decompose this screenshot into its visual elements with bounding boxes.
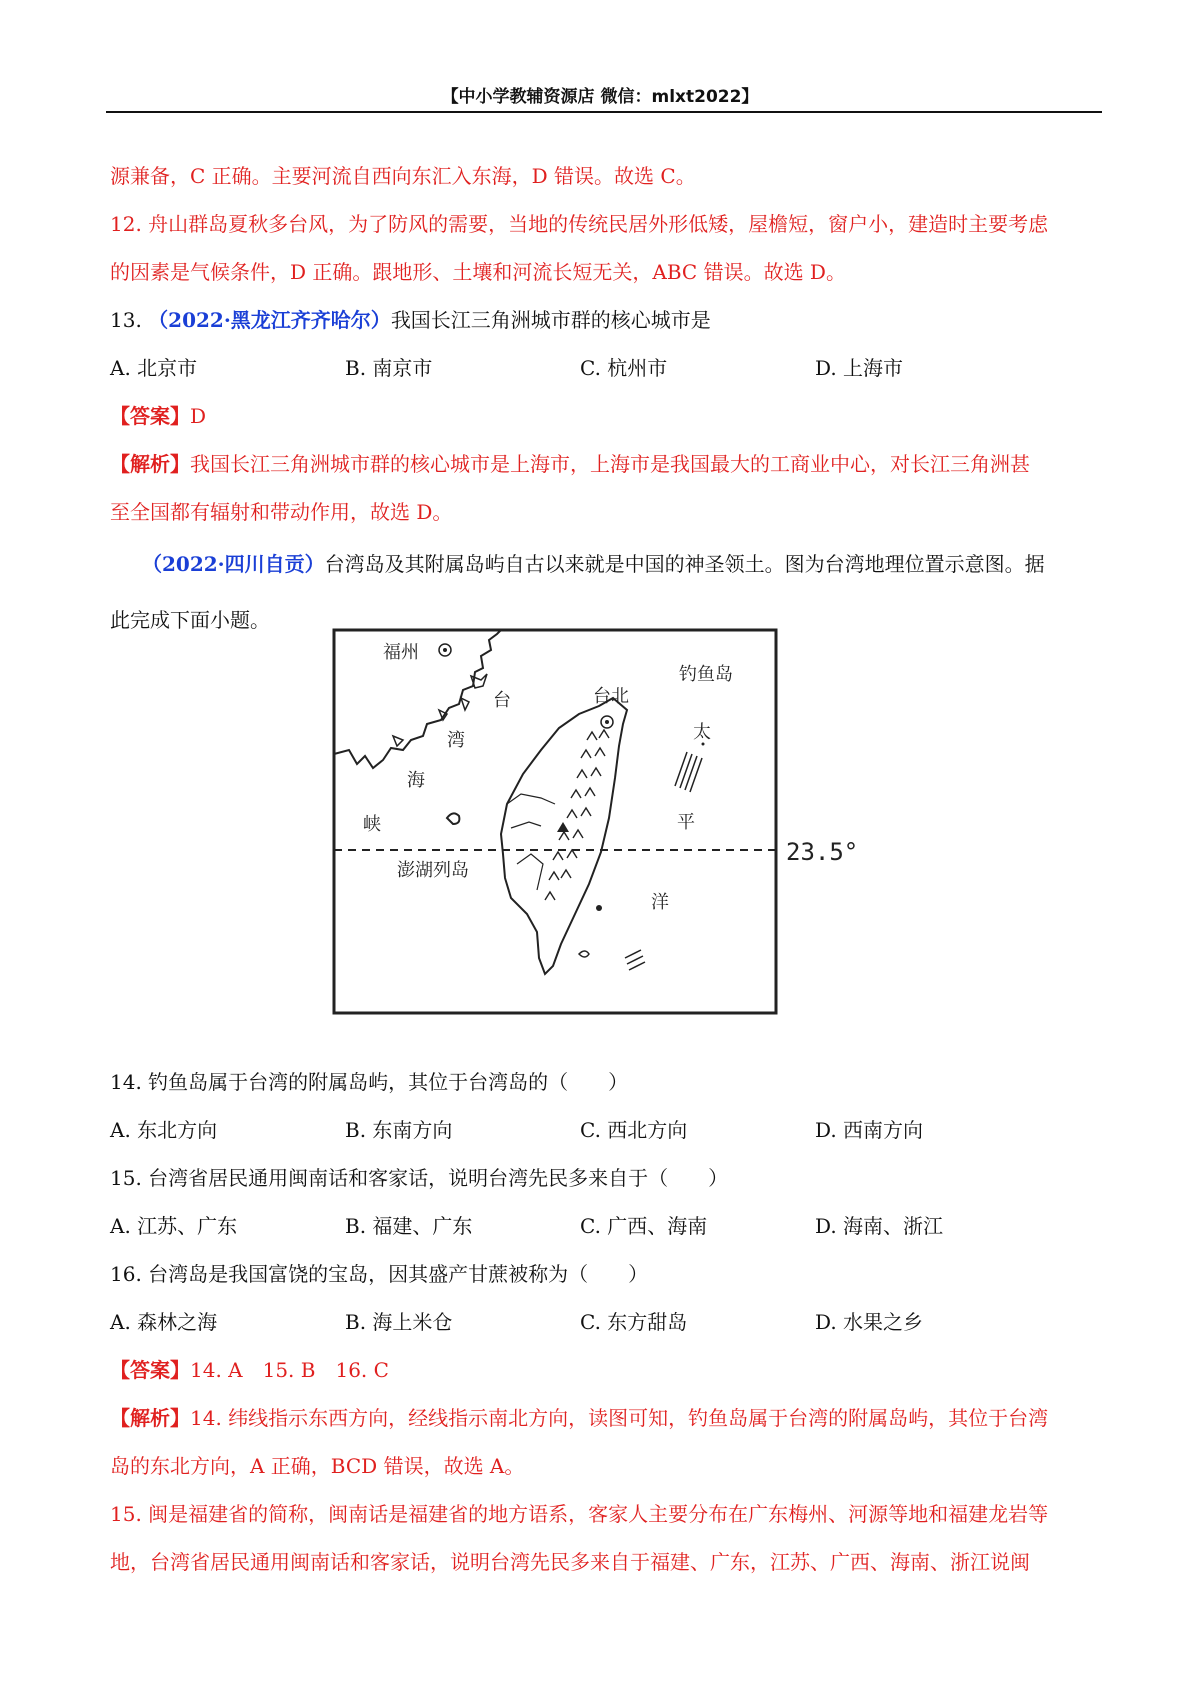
answer-value: D xyxy=(190,404,207,428)
label-diaoyu: 钓鱼岛 xyxy=(679,664,733,685)
question-number: 13. xyxy=(110,308,142,332)
question-14: 14. 钓鱼岛属于台湾的附属岛屿，其位于台湾岛的（ ） xyxy=(110,1070,629,1094)
option-c: C. 杭州市 xyxy=(580,356,668,380)
explanation-label: 【解析】 xyxy=(110,452,190,476)
option-d: D. 西南方向 xyxy=(815,1118,924,1142)
option-a: A. 江苏、广东 xyxy=(110,1214,238,1238)
question-16: 16. 台湾岛是我国富饶的宝岛，因其盛产甘蔗被称为（ ） xyxy=(110,1262,649,1286)
intro-paragraph xyxy=(110,536,1100,592)
option-c: C. 西北方向 xyxy=(580,1118,688,1142)
page-header: 【中小学教辅资源店 微信：mlxt2022】 xyxy=(441,87,759,107)
answer-value: 14. A 15. B 16. C xyxy=(190,1358,389,1382)
question-13-options xyxy=(110,344,1100,392)
question-14-options xyxy=(110,1106,1100,1154)
option-d: D. 水果之乡 xyxy=(815,1310,924,1334)
explanation-line: 的因素是气候条件，D 正确。跟地形、土壤和河流长短无关，ABC 错误。故选 D。 xyxy=(110,260,846,284)
question-text: 我国长江三角洲城市群的核心城市是 xyxy=(390,308,711,332)
label-strait-1: 台 xyxy=(493,690,511,711)
explanation-line: 至全国都有辐射和带动作用，故选 D。 xyxy=(110,500,453,524)
answer-label: 【答案】 xyxy=(110,1358,190,1382)
explanation-line: 岛的东北方向，A 正确，BCD 错误，故选 A。 xyxy=(110,1454,525,1478)
answer-13 xyxy=(110,392,1100,440)
option-c: C. 广西、海南 xyxy=(580,1214,708,1238)
explanation-line: 地，台湾省居民通用闽南话和客家话，说明台湾先民多来自于福建、广东，江苏、广西、海南、浙江说闽 xyxy=(110,1550,1030,1574)
question-15-options xyxy=(110,1202,1100,1250)
option-b: B. 福建、广东 xyxy=(345,1214,473,1238)
label-latitude: 23.5° xyxy=(786,838,859,866)
option-c: C. 东方甜岛 xyxy=(580,1310,688,1334)
label-strait-2: 湾 xyxy=(447,730,465,751)
option-a: A. 北京市 xyxy=(110,356,198,380)
answer-14-16 xyxy=(110,1346,1100,1394)
question-16-options xyxy=(110,1298,1100,1346)
option-b: B. 东南方向 xyxy=(345,1118,453,1142)
explanation-text: 14. 纬线指示东西方向，经线指示南北方向，读图可知，钓鱼岛属于台湾的附属岛屿，其位于台湾 xyxy=(190,1406,1049,1430)
explanation-line: 源兼备，C 正确。主要河流自西向东汇入东海，D 错误。故选 C。 xyxy=(110,164,696,188)
taipei-marker-dot xyxy=(605,720,609,724)
intro-source: （2022·四川自贡） xyxy=(142,552,325,576)
option-b: B. 南京市 xyxy=(345,356,433,380)
option-a: A. 森林之海 xyxy=(110,1310,218,1334)
question-13 xyxy=(110,296,1100,344)
answer-label: 【答案】 xyxy=(110,404,190,428)
label-ocean-3: 洋 xyxy=(651,892,669,913)
intro-paragraph-cont: 此完成下面小题。 xyxy=(110,608,270,632)
explanation-15: 15. 闽是福建省的简称，闽南话是福建省的地方语系，客家人主要分布在广东梅州、河源等地和福建龙岩等 xyxy=(110,1502,1049,1526)
small-island xyxy=(596,905,602,911)
taiwan-map xyxy=(331,628,779,1016)
label-ocean-1: 太 xyxy=(693,722,711,743)
label-strait-3: 海 xyxy=(407,770,425,791)
option-b: B. 海上米仓 xyxy=(345,1310,453,1334)
header-rule xyxy=(106,111,1102,113)
label-fuzhou: 福州 xyxy=(383,642,419,663)
option-d: D. 海南、浙江 xyxy=(815,1214,944,1238)
label-ocean-2: 平 xyxy=(677,812,695,833)
question-15: 15. 台湾省居民通用闽南话和客家话，说明台湾先民多来自于（ ） xyxy=(110,1166,729,1190)
explanation-13 xyxy=(110,440,1100,488)
explanation-14 xyxy=(110,1394,1100,1442)
option-d: D. 上海市 xyxy=(815,356,904,380)
fuzhou-marker-dot xyxy=(443,648,447,652)
question-source: （2022·黑龙江齐齐哈尔） xyxy=(148,308,391,332)
label-taipei: 台北 xyxy=(593,686,629,707)
intro-text: 台湾岛及其附属岛屿自古以来就是中国的神圣领土。图为台湾地理位置示意图。据 xyxy=(324,552,1045,576)
label-penghu: 澎湖列岛 xyxy=(397,860,469,881)
explanation-text: 我国长江三角洲城市群的核心城市是上海市，上海市是我国最大的工商业中心，对长江三角洲甚 xyxy=(190,452,1030,476)
label-strait-4: 峡 xyxy=(363,814,381,835)
explanation-line: 12. 舟山群岛夏秋多台风，为了防风的需要，当地的传统民居外形低矮，屋檐短，窗户小，建造时主要考虑 xyxy=(110,212,1049,236)
option-a: A. 东北方向 xyxy=(110,1118,218,1142)
explanation-label: 【解析】 xyxy=(110,1406,190,1430)
